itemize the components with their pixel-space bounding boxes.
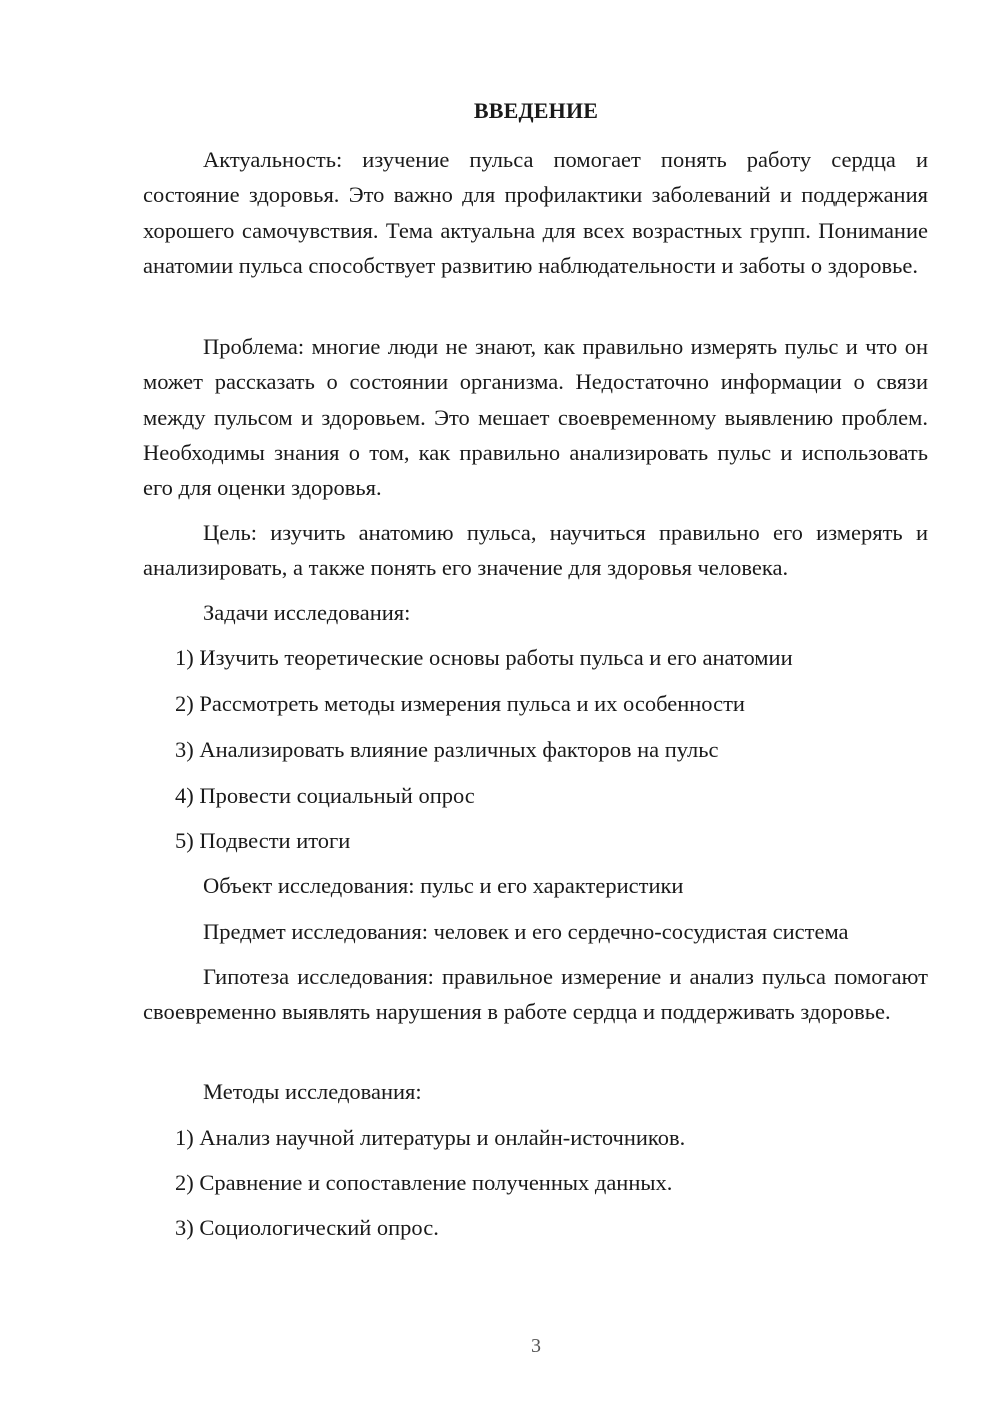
problem-paragraph: Проблема: многие люди не знают, как правильно измерять пульс и что он может рассказать о состоянии организма. Недостаточно информации о связи между пульсом и здоровьем. Это мешает своевременному выявлению проблем. Необходимы знания о том, как правильно анализировать пульс и использовать его для оценки здоровья.: [143, 334, 928, 501]
tasks-heading: Задачи исследования:: [203, 600, 411, 625]
hypothesis-paragraph: Гипотеза исследования: правильное измерение и анализ пульса помогают своевременно выявлять нарушения в работе сердца и поддерживать здоровье.: [143, 964, 928, 1025]
method-item: 2) Сравнение и сопоставление полученных данных.: [175, 1170, 673, 1195]
method-item: 3) Социологический опрос.: [175, 1215, 439, 1240]
task-item: 1) Изучить теоретические основы работы пульса и его анатомии: [175, 645, 793, 670]
page-number: 3: [531, 1335, 541, 1357]
task-item: 5) Подвести итоги: [175, 828, 351, 853]
relevance-paragraph: Актуальность: изучение пульса помогает понять работу сердца и состояние здоровья. Это важно для профилактики заболеваний и поддержания хорошего самочувствия. Тема актуальна для всех возрастных групп. Понимание анатомии пульса способствует развитию наблюдательности и заботы о здоровье.: [143, 147, 928, 278]
methods-heading: Методы исследования:: [203, 1079, 422, 1104]
research-subject: Предмет исследования: человек и его сердечно-сосудистая система: [203, 919, 849, 944]
task-item: 2) Рассмотреть методы измерения пульса и их особенности: [175, 691, 745, 716]
research-object: Объект исследования: пульс и его характеристики: [203, 873, 684, 898]
task-item: 3) Анализировать влияние различных факторов на пульс: [175, 737, 719, 762]
method-item: 1) Анализ научной литературы и онлайн-источников.: [175, 1125, 686, 1150]
goal-paragraph: Цель: изучить анатомию пульса, научиться правильно его измерять и анализировать, а также понять его значение для здоровья человека.: [143, 520, 928, 581]
task-item: 4) Провести социальный опрос: [175, 783, 475, 808]
page-title: ВВЕДЕНИЕ: [473, 98, 599, 123]
